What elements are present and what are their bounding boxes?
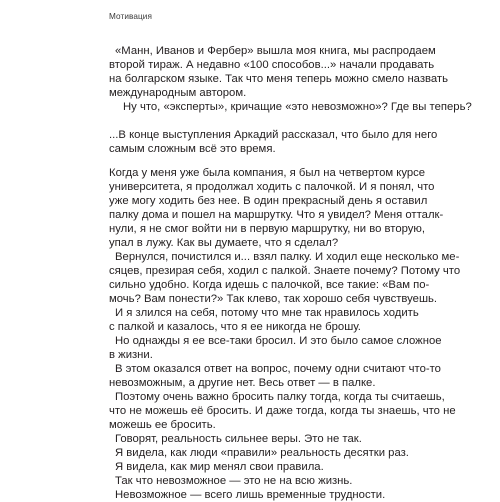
text-line: самым сложным всё это время. [109,143,276,155]
text-line: Я видела, как люди «правили» реальность десятки раз. [115,447,409,459]
text-line: Я видела, как мир менял свои правила. [115,461,324,473]
text-line: нули, я не смог войти ни в первую маршрутку, ни во вторую, [109,223,426,235]
text-line: в жизни. [109,349,153,361]
text-line: В этом оказался ответ на вопрос, почему одни считают что-то [115,363,441,375]
text-line: палку дома и пошел на маршрутку. Что я увидел? Меня отталк- [109,209,444,221]
text-line: что не можешь её бросить. И даже тогда, когда ты знаешь, что не [109,405,456,417]
text-line: на болгарском языке. Так что меня теперь можно смело назвать [109,73,448,85]
text-line: Вернулся, почистился и... взял палку. И ходил еще несколько ме- [115,251,460,263]
text-line: второй тираж. А недавно «100 способов...» начали продавать [109,59,435,71]
text-line: Невозможное — всего лишь временные трудности. [115,489,386,501]
text-line: упал в лужу. Как вы думаете, что я сделал? [109,237,339,249]
text-line: можешь ее бросить. [109,419,216,431]
running-header: Мотивация [109,12,153,21]
text-line: Так что невозможное — это не на всю жизнь. [115,475,353,487]
text-line: Ну что, «эксперты», кричащие «это невозможно»? Где вы теперь? [123,101,472,113]
text-line: мочь? Вам понести?» Так клево, так хорошо себя чувствуешь. [109,293,438,305]
text-line: с палкой и казалось, что я ее никогда не брошу. [109,321,361,333]
text-line: невозможным, а другие нет. Весь ответ — в палке. [109,377,376,389]
text-line: Поэтому очень важно бросить палку тогда, когда ты считаешь, [115,391,445,403]
text-line: Когда у меня уже была компания, я был на четвертом курсе [109,167,426,179]
text-line: сильно удобно. Когда идешь с палочкой, все такие: «Вам по- [109,279,430,291]
text-line: сяцев, презирая себя, ходил с палкой. Знаете почему? Потому что [109,265,461,277]
text-line: Говорят, реальность сильнее веры. Это не так. [115,433,362,445]
text-line: международным автором. [109,87,247,99]
text-line: «Манн, Иванов и Фербер» вышла моя книга, мы распродаем [115,45,436,57]
text-line: уже могу ходить без нее. В один прекрасный день я оставил [109,195,428,207]
text-line: И я злился на себя, потому что мне так нравилось ходить [115,307,419,319]
text-line: университета, я продолжал ходить с палочкой. И я понял, что [109,181,435,193]
text-line: Но однажды я ее все-таки бросил. И это было самое сложное [115,335,442,347]
text-line: ...В конце выступления Аркадий рассказал, что было для него [109,129,438,141]
